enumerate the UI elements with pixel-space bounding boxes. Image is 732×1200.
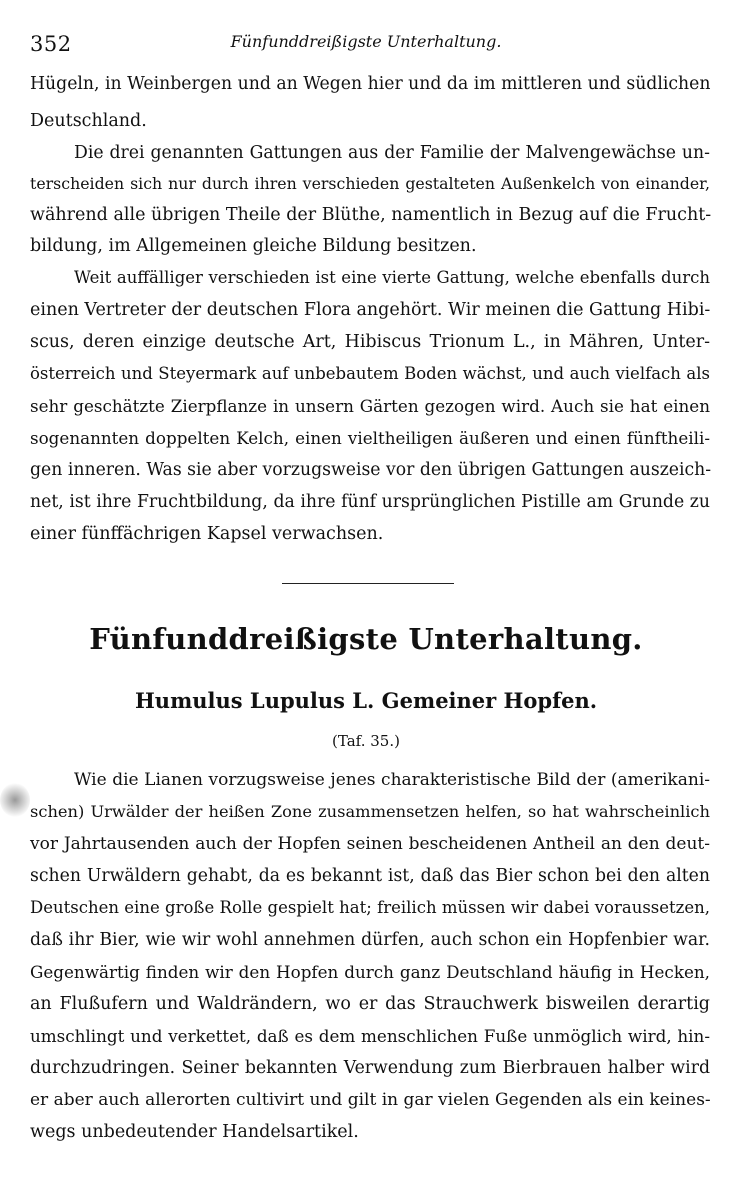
section-title: Fünfunddreißigste Unterhaltung. xyxy=(89,622,643,656)
plate-reference: (Taf. 35.) xyxy=(332,732,400,750)
text-line: terscheiden sich nur durch ihren verschieden gestalteten Außenkelch von einander, xyxy=(30,174,710,193)
text-line: schen) Urwälder der heißen Zone zusammensetzen helfen, so hat wahrscheinlich xyxy=(30,802,710,821)
text-line: an Flußufern und Waldrändern, wo er das Strauchwerk bisweilen derartig xyxy=(30,994,710,1014)
text-line: Die drei genannten Gattungen aus der Familie der Malvengewächse un- xyxy=(74,143,710,163)
section-divider xyxy=(282,583,454,584)
text-line: Hügeln, in Weinbergen und an Wegen hier und da im mittleren und südlichen xyxy=(30,74,711,94)
text-line: umschlingt und verkettet, daß es dem menschlichen Fuße unmöglich wird, hin- xyxy=(30,1026,710,1046)
text-line: österreich und Steyermark auf unbebautem Boden wächst, und auch vielfach als xyxy=(30,364,710,383)
text-line: Gegenwärtig finden wir den Hopfen durch ganz Deutschland häufig in Hecken, xyxy=(30,962,710,982)
text-line: sehr geschätzte Zierpflanze in unsern Gärten gezogen wird. Auch sie hat einen xyxy=(30,396,710,416)
text-line: vor Jahrtausenden auch der Hopfen seinen bescheidenen Antheil an den deut- xyxy=(30,834,710,854)
text-line: während alle übrigen Theile der Blüthe, namentlich in Bezug auf die Frucht- xyxy=(30,205,712,225)
text-line: gen inneren. Was sie aber vorzugsweise vor den übrigen Gattungen auszeich- xyxy=(30,460,712,480)
section-subtitle: Humulus Lupulus L. Gemeiner Hopfen. xyxy=(134,688,598,713)
running-head: Fünfunddreißigste Unterhaltung. xyxy=(230,32,502,51)
text-line: wegs unbedeutender Handelsartikel. xyxy=(30,1122,359,1142)
text-line: Weit auffälliger verschieden ist eine vierte Gattung, welche ebenfalls durch xyxy=(74,268,710,287)
text-line: durchzudringen. Seiner bekannten Verwendung zum Bierbrauen halber wird xyxy=(30,1058,710,1078)
text-line: einen Vertreter der deutschen Flora angehört. Wir meinen die Gattung Hibi- xyxy=(30,300,711,320)
text-line: sogenannten doppelten Kelch, einen vieltheiligen äußeren und einen fünftheili- xyxy=(30,428,710,448)
text-line: daß ihr Bier, wie wir wohl annehmen dürfen, auch schon ein Hopfenbier war. xyxy=(30,930,710,950)
page-number: 352 xyxy=(30,32,72,56)
text-line: Deutschland. xyxy=(30,111,147,131)
text-line: scus, deren einzige deutsche Art, Hibiscus Trionum L., in Mähren, Unter- xyxy=(30,332,710,352)
text-line: einer fünffächrigen Kapsel verwachsen. xyxy=(30,524,384,544)
text-line: schen Urwäldern gehabt, da es bekannt ist, daß das Bier schon bei den alten xyxy=(30,866,710,886)
text-line: Deutschen eine große Rolle gespielt hat; freilich müssen wir dabei voraussetzen, xyxy=(30,898,710,917)
text-line: bildung, im Allgemeinen gleiche Bildung besitzen. xyxy=(30,236,477,256)
text-line: net, ist ihre Fruchtbildung, da ihre fünf ursprünglichen Pistille am Grunde zu xyxy=(30,492,710,512)
text-line: er aber auch allerorten cultivirt und gilt in gar vielen Gegenden als ein keines- xyxy=(30,1090,711,1110)
text-line: Wie die Lianen vorzugsweise jenes charakteristische Bild der (amerikani- xyxy=(74,770,710,790)
ink-smudge xyxy=(0,783,30,817)
